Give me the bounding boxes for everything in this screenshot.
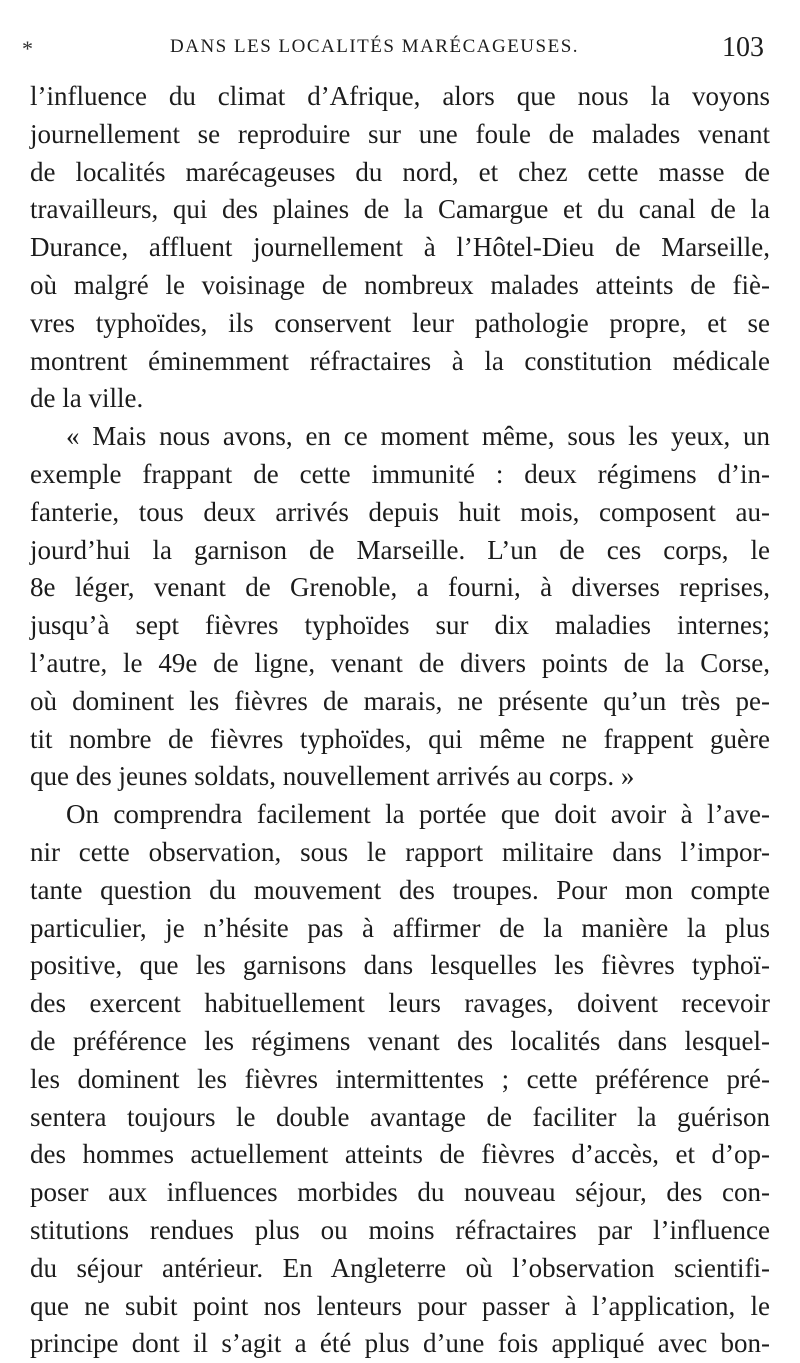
text-line: que des jeunes soldats, nouvellement arrivés au corps. » — [30, 761, 635, 792]
text-line: l’influence du climat d’Afrique, alors que nous la voyons — [30, 81, 770, 111]
text-line: vres typhoïdes, ils conservent leur pathologie propre, et se — [30, 307, 770, 338]
text-line: de la ville. — [30, 383, 144, 414]
text-line: montrent éminemment réfractaires à la constitution médicale — [30, 345, 770, 376]
text-line: journellement se reproduire sur une foule de malades venant — [30, 118, 770, 149]
text-line: tante question du mouvement des troupes. Pour mon compte — [30, 874, 770, 905]
text-line: stitutions rendues plus ou moins réfractaires par l’influence — [30, 1214, 770, 1245]
text-line: principe dont il s’agit a été plus d’une fois appliqué avec bon- — [30, 1328, 770, 1359]
corner-mark: * — [22, 36, 33, 61]
page-number: 103 — [722, 32, 764, 63]
text-line: jourd’hui la garnison de Marseille. L’un de ces corps, le — [30, 534, 770, 565]
text-line: positive, que les garnisons dans lesquelles les fièvres typhoï- — [30, 950, 770, 981]
text-line: où dominent les fièvres de marais, ne présente qu’un très pe- — [30, 685, 770, 716]
text-line: poser aux influences morbides du nouveau séjour, des con- — [30, 1177, 770, 1208]
text-line: travailleurs, qui des plaines de la Camargue et du canal de la — [30, 194, 770, 225]
text-line: On comprendra facilement la portée que doit avoir à l’ave- — [66, 799, 770, 830]
text-line: où malgré le voisinage de nombreux malades atteints de fiè- — [30, 269, 770, 300]
text-line: l’autre, le 49e de ligne, venant de divers points de la Corse, — [30, 647, 770, 678]
text-line: sentera toujours le double avantage de faciliter la guérison — [30, 1101, 770, 1132]
text-line: exemple frappant de cette immunité : deux régimens d’in- — [30, 458, 770, 489]
text-line: Durance, affluent journellement à l’Hôtel-Dieu de Marseille, — [30, 232, 770, 263]
text-line: fanterie, tous deux arrivés depuis huit mois, composent au- — [30, 496, 770, 527]
text-line: tit nombre de fièvres typhoïdes, qui même ne frappent guère — [30, 723, 770, 754]
text-line: « Mais nous avons, en ce moment même, sous les yeux, un — [66, 421, 770, 452]
text-line: des hommes actuellement atteints de fièvres d’accès, et d’op- — [30, 1139, 770, 1170]
text-line: du séjour antérieur. En Angleterre où l’observation scientifi- — [30, 1252, 770, 1283]
text-line: que ne subit point nos lenteurs pour passer à l’application, le — [30, 1290, 770, 1321]
running-head: DANS LES LOCALITÉS MARÉCAGEUSES. — [170, 36, 580, 57]
text-line: jusqu’à sept fièvres typhoïdes sur dix maladies internes; — [30, 610, 770, 641]
text-line: nir cette observation, sous le rapport militaire dans l’impor- — [30, 836, 770, 867]
text-line: les dominent les fièvres intermittentes ; cette préférence pré- — [30, 1063, 770, 1094]
text-line: de localités marécageuses du nord, et chez cette masse de — [30, 156, 770, 187]
text-line: particulier, je n’hésite pas à affirmer de la manière la plus — [30, 912, 770, 943]
text-line: 8e léger, venant de Grenoble, a fourni, à diverses reprises, — [30, 572, 770, 603]
text-line: de préférence les régimens venant des localités dans lesquel- — [30, 1025, 770, 1056]
text-line: des exercent habituellement leurs ravages, doivent recevoir — [30, 988, 770, 1019]
body-text — [30, 78, 770, 1363]
